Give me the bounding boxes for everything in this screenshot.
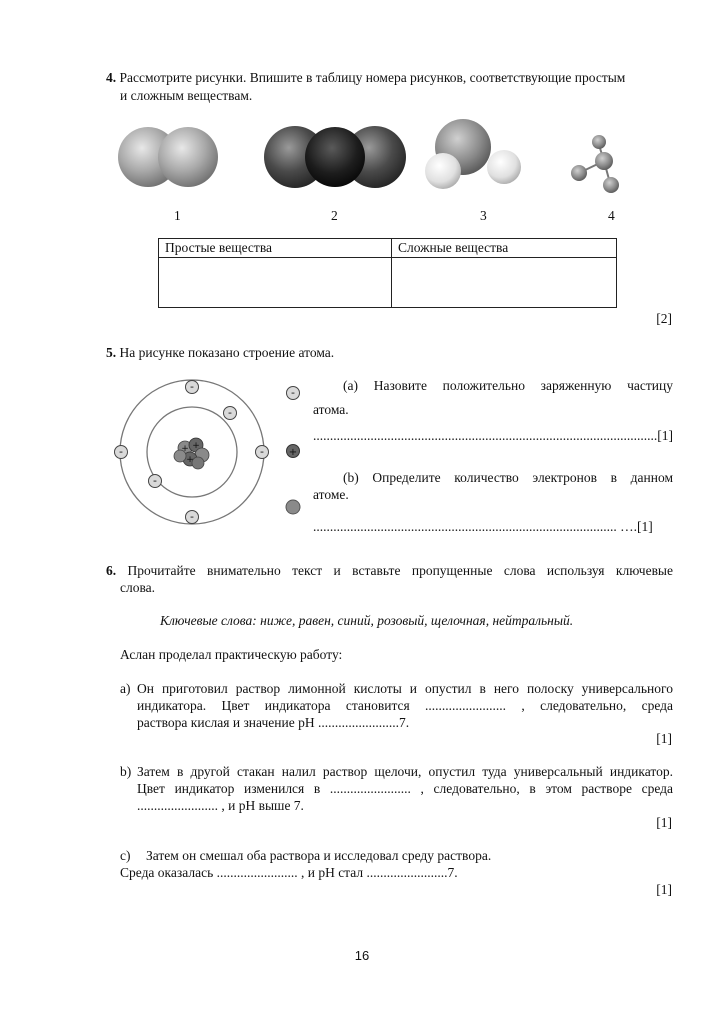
atom-legend bbox=[283, 383, 305, 518]
answer-table bbox=[158, 238, 617, 308]
q4-text-line1: 4. Рассмотрите рисунки. Впишите в таблицу номера рисунков, соответствующие простым bbox=[106, 70, 626, 85]
header-simple-substances: Простые вещества bbox=[159, 239, 392, 258]
q6b-label: b) bbox=[120, 764, 132, 779]
fig-label-1: 1 bbox=[174, 208, 181, 223]
svg-text:+: + bbox=[288, 447, 298, 458]
svg-text:+: + bbox=[181, 444, 189, 454]
q5a-line2: атома. bbox=[313, 402, 349, 417]
svg-text:+: + bbox=[186, 455, 194, 465]
q6b-line3: ........................ , и рН выше 7. bbox=[137, 798, 304, 813]
q6-text-line2: слова. bbox=[120, 580, 156, 595]
svg-text:-: - bbox=[190, 510, 194, 523]
svg-text:-: - bbox=[228, 406, 232, 419]
svg-text:-: - bbox=[260, 445, 264, 458]
q5-intro: 5. На рисунке показано строение атома. bbox=[106, 345, 335, 360]
q6a-line2: индикатора. Цвет индикатора становится ........................ , следовательно, среда bbox=[137, 698, 673, 713]
q5a-line1: (a) Назовите положительно заряженную частицу bbox=[343, 378, 673, 393]
cell-complex-answer[interactable] bbox=[392, 258, 617, 308]
molecule-4-ball-stick bbox=[571, 135, 619, 193]
svg-text:+: + bbox=[192, 441, 200, 451]
fig-label-3: 3 bbox=[480, 208, 487, 223]
q6-keywords: Ключевые слова: ниже, равен, синий, розовый, щелочная, нейтральный. bbox=[160, 613, 574, 628]
q6b-mark: [1] bbox=[656, 815, 672, 830]
legend-neutron bbox=[286, 500, 300, 514]
q6c-label: c) bbox=[120, 848, 131, 863]
molecule-2-triatomic bbox=[264, 126, 406, 188]
q4-mark: [2] bbox=[656, 311, 672, 326]
q6c-line2: Среда оказалась ........................ , и рН стал ........................7. bbox=[120, 865, 458, 880]
q5b-line1: (b) Определите количество электронов в данном bbox=[343, 470, 673, 485]
q6b-line1: Затем в другой стакан налил раствор щелочи, опустил туда универсальный индикатор. bbox=[137, 764, 673, 779]
q6c-line1: Затем он смешал оба раствора и исследовал среду раствора. bbox=[146, 848, 492, 863]
q4-number: 4. bbox=[106, 70, 117, 85]
q5-number: 5. bbox=[106, 345, 117, 360]
q5a-answer-line[interactable]: ......................................................................................................[1] bbox=[313, 428, 673, 443]
svg-text:-: - bbox=[190, 380, 194, 393]
cell-simple-answer[interactable] bbox=[159, 258, 392, 308]
header-complex-substances: Сложные вещества bbox=[392, 239, 617, 258]
q6c-mark: [1] bbox=[656, 882, 672, 897]
molecule-1-diatomic bbox=[118, 127, 218, 187]
q4-text-line2: и сложным веществам. bbox=[120, 88, 253, 103]
fig-label-2: 2 bbox=[331, 208, 338, 223]
svg-text:-: - bbox=[291, 386, 295, 399]
q6a-line1: Он приготовил раствор лимонной кислоты и опустил в него полоску универсального bbox=[137, 681, 673, 696]
q6b-line2: Цвет индикатор изменился в ........................ , следовательно, в этом растворе среда bbox=[137, 781, 673, 796]
svg-text:-: - bbox=[153, 474, 157, 487]
page-number: 16 bbox=[354, 948, 370, 963]
q6-number: 6. bbox=[106, 563, 117, 578]
svg-text:-: - bbox=[119, 445, 123, 458]
q5b-answer-line[interactable]: .......................................................................................... ….[1] bbox=[313, 519, 653, 534]
q6a-label: a) bbox=[120, 681, 131, 696]
fig-label-4: 4 bbox=[608, 208, 615, 223]
atom-nucleus bbox=[174, 438, 209, 469]
q6-intro: Аслан проделал практическую работу: bbox=[120, 647, 343, 662]
q6a-line3: раствора кислая и значение рН ........................7. bbox=[137, 715, 410, 730]
q5b-line2: атоме. bbox=[313, 487, 349, 502]
molecule-3-water bbox=[425, 119, 521, 189]
q6a-mark: [1] bbox=[656, 731, 672, 746]
q6-text-line1: 6. Прочитайте внимательно текст и вставьте пропущенные слова используя ключевые bbox=[106, 563, 673, 578]
molecule-figures bbox=[110, 115, 680, 225]
